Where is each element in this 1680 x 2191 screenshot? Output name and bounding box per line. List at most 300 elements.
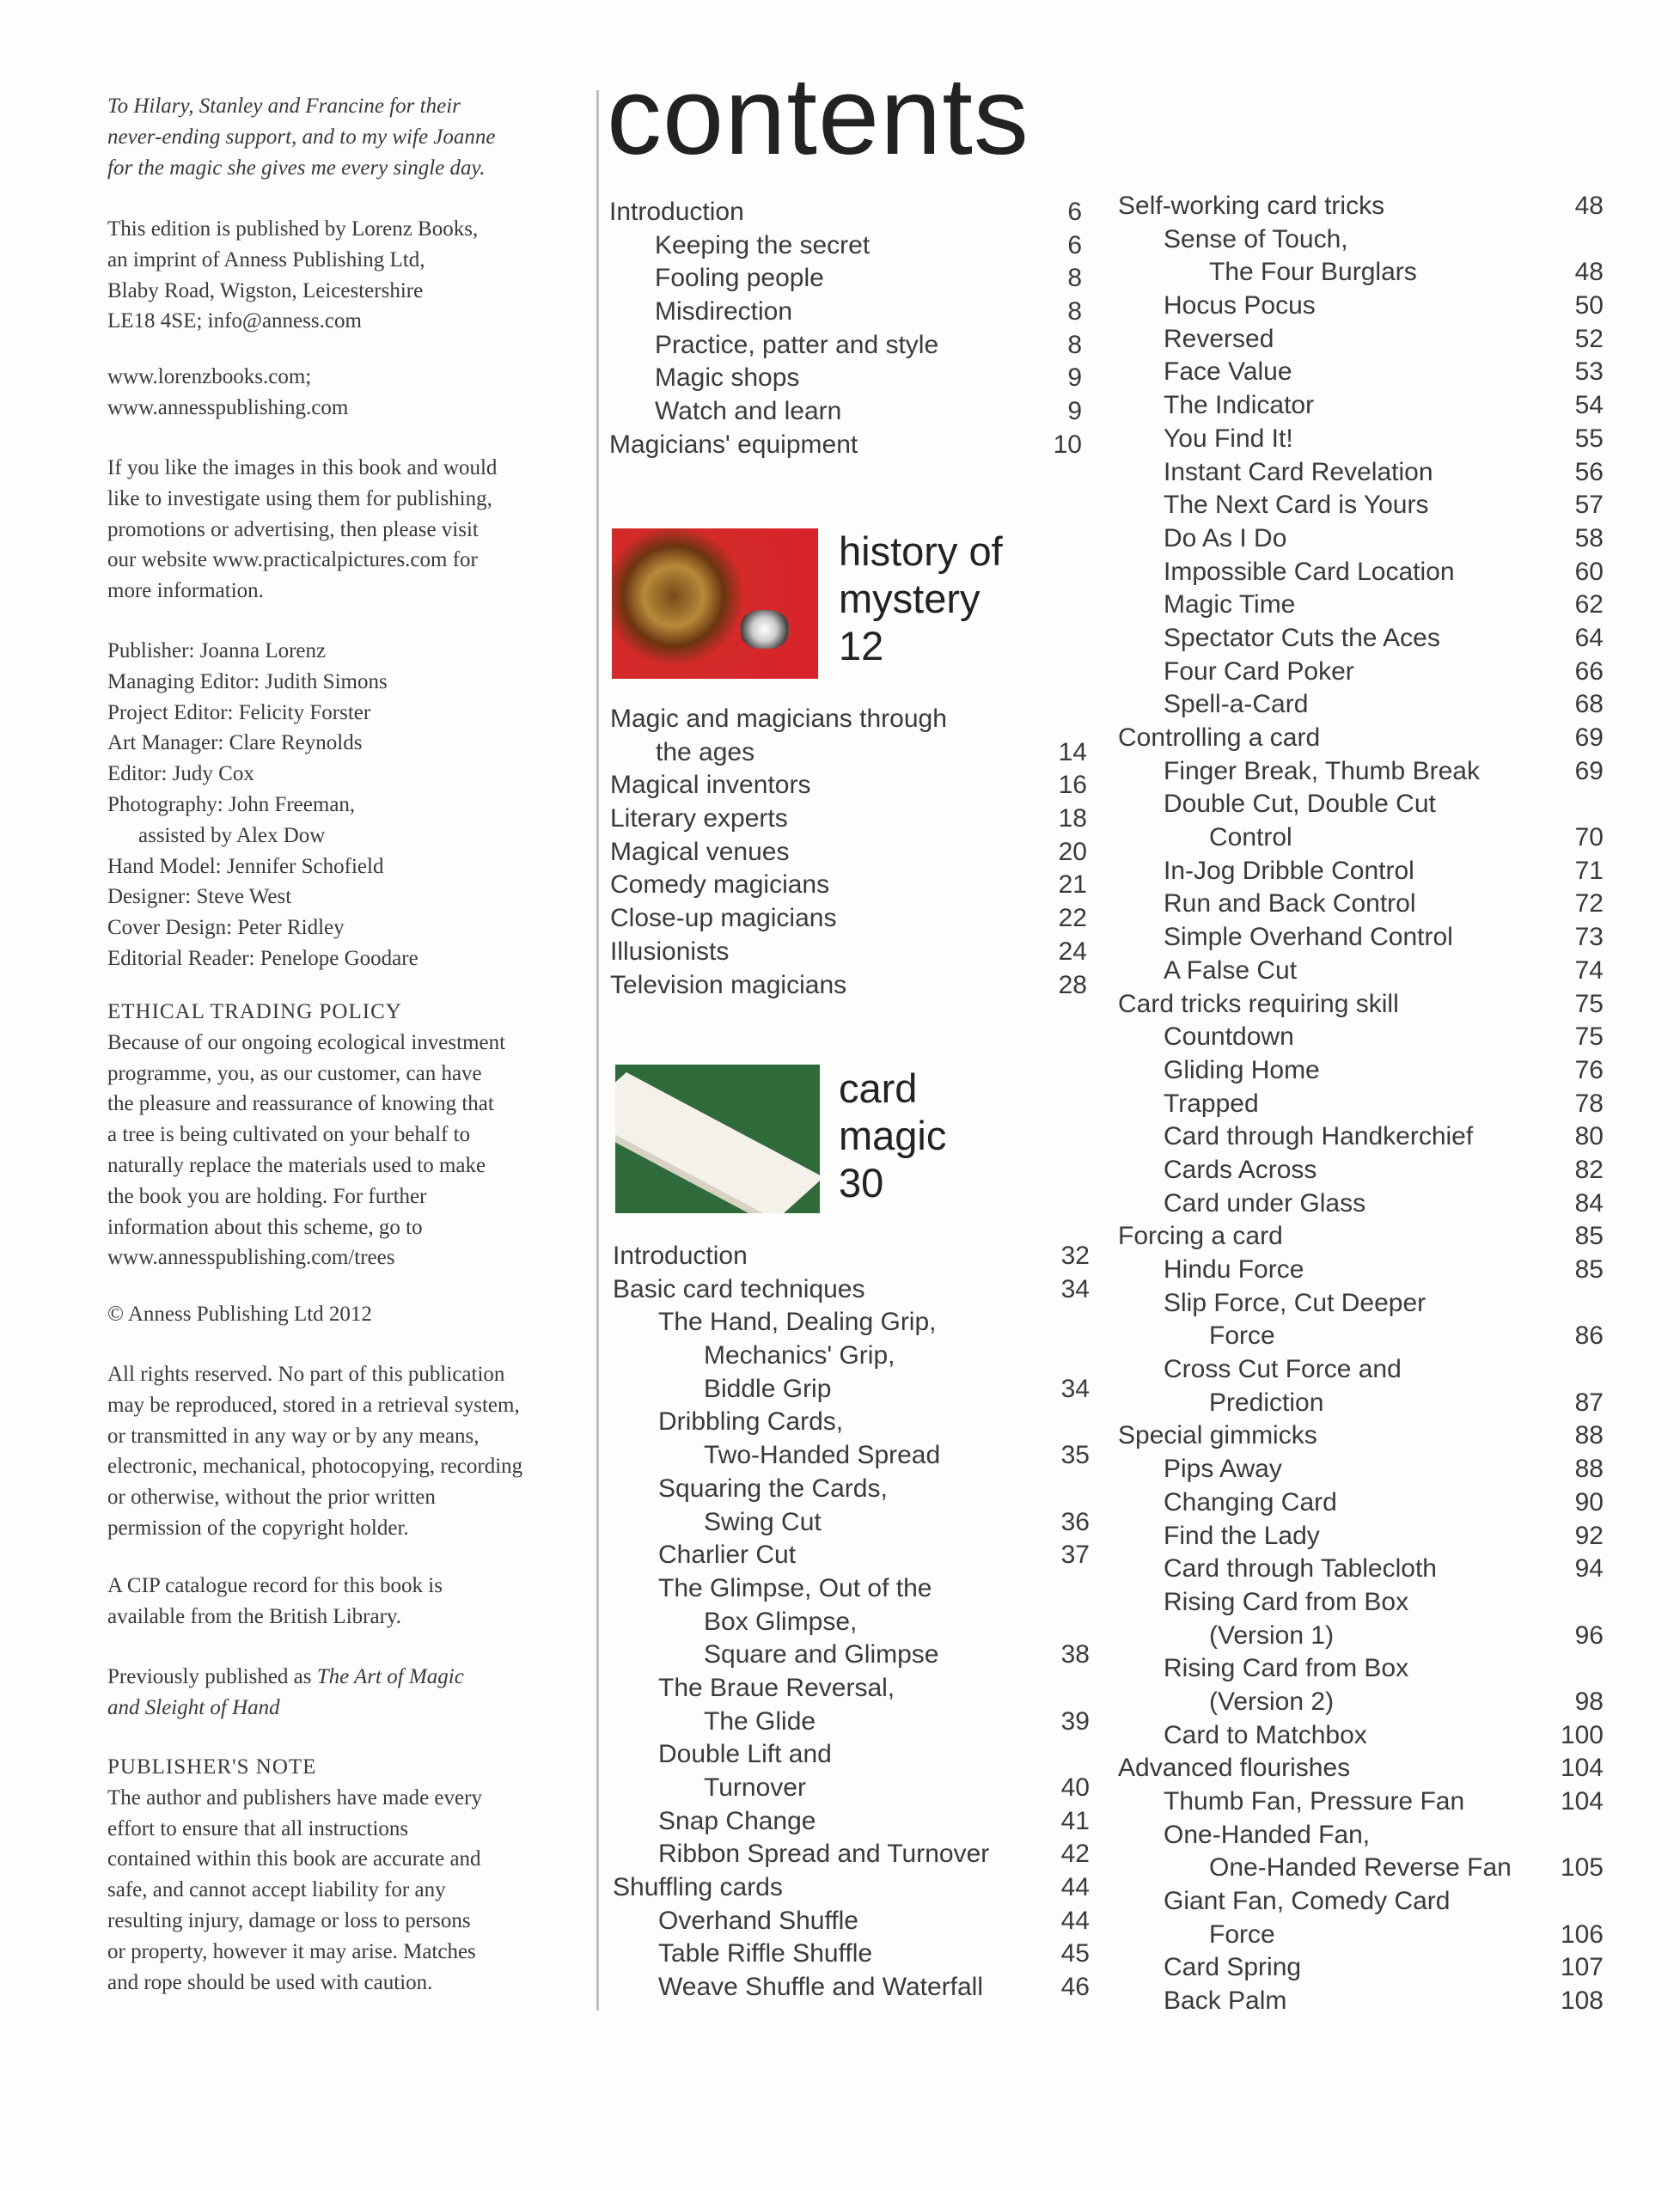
toc-page-number: 20 <box>1058 837 1087 866</box>
toc-entry-title: Magic shops <box>655 363 800 393</box>
toc-page-number: 16 <box>1058 771 1087 800</box>
toc-entry-title: Introduction <box>609 198 744 226</box>
section-heading-line: history of <box>839 528 1003 574</box>
toc-page-number: 107 <box>1560 1953 1604 1982</box>
toc-entry <box>610 969 1087 1003</box>
text-line: the pleasure and reassurance of knowing that <box>107 1092 494 1116</box>
text-line: assisted by Alex Dow <box>138 823 326 847</box>
toc-entry-title: A False Cut <box>1164 955 1298 985</box>
toc-history <box>610 703 1087 1002</box>
toc-entry-title: Pips Away <box>1164 1455 1282 1484</box>
toc-entry <box>613 1738 1090 1772</box>
toc-entry <box>609 329 1082 363</box>
toc-entry-title: The Glimpse, Out of the <box>658 1573 932 1602</box>
toc-card-magic <box>613 1240 1090 2005</box>
toc-entry-title: Card through Handkerchief <box>1164 1122 1474 1151</box>
toc-entry <box>613 1639 1090 1672</box>
toc-entry <box>610 869 1087 902</box>
text-line: Designer: Steve West <box>107 885 292 909</box>
toc-page-number: 21 <box>1058 870 1087 900</box>
text-line: PUBLISHER'S NOTE <box>107 1755 317 1779</box>
toc-entry-title: Turnover <box>704 1773 806 1802</box>
text-line: or otherwise, without the prior written <box>107 1486 436 1510</box>
toc-entry-title: Basic card techniques <box>613 1274 865 1303</box>
toc-entry <box>1118 955 1604 988</box>
toc-entry <box>609 296 1082 329</box>
toc-entry <box>1118 1785 1604 1819</box>
toc-entry-title: Table Riffle Shuffle <box>658 1939 873 1968</box>
toc-entry-title: Control <box>1209 823 1292 852</box>
toc-page-number: 98 <box>1574 1687 1604 1716</box>
cip-notice <box>107 1571 589 1633</box>
toc-page-number: 87 <box>1574 1388 1604 1417</box>
rights-notice <box>107 1359 589 1544</box>
toc-page-number: 38 <box>1060 1640 1090 1669</box>
toc-entry <box>1118 888 1604 921</box>
toc-entry <box>1118 1652 1604 1686</box>
toc-entry-title: Giant Fan, Comedy Card <box>1164 1887 1451 1916</box>
text-line: www.annesspublishing.com/trees <box>107 1246 395 1270</box>
toc-page-number: 56 <box>1574 457 1604 486</box>
toc-entry-title: (Version 2) <box>1209 1687 1335 1716</box>
toc-entry <box>1118 1951 1604 1985</box>
text-line: the book you are holding. For further <box>107 1184 427 1208</box>
toc-page-number: 42 <box>1060 1840 1090 1869</box>
toc-page-number: 68 <box>1574 690 1604 719</box>
toc-entry-title: (Version 1) <box>1209 1620 1335 1650</box>
toc-entry <box>613 1971 1090 2005</box>
toc-page-number: 46 <box>1060 1973 1090 2002</box>
toc-entry <box>613 1473 1090 1506</box>
toc-page-number: 69 <box>1574 756 1604 785</box>
toc-entry <box>1118 821 1604 855</box>
toc-entry-title: Weave Shuffle and Waterfall <box>658 1973 983 2002</box>
toc-entry <box>1118 356 1604 389</box>
toc-page-number: 54 <box>1574 391 1604 420</box>
text-line: programme, you, as our customer, can have <box>107 1061 482 1085</box>
toc-page-number: 73 <box>1574 923 1604 952</box>
toc-entry-title: Box Glimpse, <box>704 1607 858 1636</box>
toc-page-number: 75 <box>1574 1022 1604 1052</box>
toc-entry <box>1118 1919 1604 1952</box>
text-line: naturally replace the materials used to make <box>107 1153 486 1177</box>
previously-published <box>107 1662 589 1724</box>
toc-entry <box>609 196 1082 229</box>
toc-entry <box>609 395 1082 429</box>
card-magic-section-image <box>615 1065 820 1213</box>
toc-page-number: 104 <box>1560 1787 1604 1816</box>
toc-entry <box>1118 1620 1604 1653</box>
text-line: resulting injury, damage or loss to persons <box>107 1908 471 1932</box>
text-line: Project Editor: Felicity Forster <box>107 700 371 724</box>
toc-entry <box>1118 1719 1604 1753</box>
toc-entry-title: Two-Handed Spread <box>704 1441 941 1470</box>
toc-entry <box>1118 1553 1604 1586</box>
toc-entry-title: Prediction <box>1209 1388 1324 1417</box>
toc-entry <box>1118 190 1604 223</box>
section-heading-line: mystery <box>839 576 981 621</box>
publishers-note <box>107 1752 589 1998</box>
toc-entry <box>613 1273 1090 1307</box>
toc-page-number: 8 <box>1067 297 1082 327</box>
text-line: © Anness Publishing Ltd 2012 <box>107 1303 372 1326</box>
text-line: a tree is being cultivated on your behalf to <box>107 1123 471 1147</box>
toc-entry <box>1118 1254 1604 1287</box>
toc-entry-title: Squaring the Cards, <box>658 1474 888 1503</box>
toc-entry-title: Card Spring <box>1164 1953 1302 1982</box>
toc-page-number: 70 <box>1574 823 1604 852</box>
text-line: Editor: Judy Cox <box>107 762 254 786</box>
toc-page-number: 37 <box>1060 1541 1090 1570</box>
toc-page-number: 24 <box>1058 937 1087 966</box>
toc-entry-title: Shuffling cards <box>613 1873 783 1902</box>
toc-entry <box>1118 1486 1604 1520</box>
text-line: permission of the copyright holder. <box>107 1516 409 1540</box>
toc-entry-title: Thumb Fan, Pressure Fan <box>1164 1787 1465 1816</box>
text-line: for the magic she gives me every single day. <box>107 156 486 180</box>
text-line: Managing Editor: Judith Simons <box>107 669 388 693</box>
toc-entry <box>1118 456 1604 490</box>
text-line: www.lorenzbooks.com; <box>107 365 312 388</box>
toc-entry-title: Sense of Touch, <box>1164 224 1348 253</box>
toc-page-number: 92 <box>1574 1521 1604 1550</box>
toc-entry <box>1118 522 1604 556</box>
toc-entry <box>1118 622 1604 656</box>
toc-entry <box>613 1306 1090 1340</box>
toc-entry <box>613 1240 1090 1273</box>
text-line: All rights reserved. No part of this publication <box>107 1363 505 1386</box>
text-line: If you like the images in this book and would <box>107 456 498 479</box>
toc-entry <box>1118 323 1604 357</box>
history-section-image <box>612 528 818 679</box>
text-line: Because of our ongoing ecological investment <box>107 1030 506 1054</box>
page-title: contents <box>607 55 1029 178</box>
toc-entry <box>1118 256 1604 290</box>
toc-entry-title: Double Lift and <box>658 1740 832 1769</box>
toc-page-number: 72 <box>1574 889 1604 919</box>
toc-page-number: 90 <box>1574 1487 1604 1517</box>
toc-page-number: 75 <box>1574 989 1604 1018</box>
toc-page-number: 8 <box>1067 264 1082 293</box>
toc-page-number: 105 <box>1560 1853 1604 1883</box>
toc-entry-title: Dribbling Cards, <box>658 1407 844 1437</box>
toc-entry-title: The Hand, Dealing Grip, <box>658 1308 937 1337</box>
toc-page-number: 6 <box>1067 230 1082 259</box>
toc-page-number: 84 <box>1574 1188 1604 1218</box>
toc-entry <box>613 1340 1090 1373</box>
toc-entry <box>613 1506 1090 1540</box>
toc-page-number: 108 <box>1560 1987 1604 2016</box>
toc-entry-title: Keeping the secret <box>655 230 871 259</box>
toc-entry-title: The Braue Reversal, <box>658 1673 895 1702</box>
toc-page-number: 10 <box>1053 430 1082 459</box>
toc-entry-title: Biddle Grip <box>704 1374 832 1403</box>
toc-entry-title: Self-working card tricks <box>1118 192 1385 220</box>
toc-entry <box>1118 1154 1604 1187</box>
text-line: more information. <box>107 579 264 603</box>
credits <box>107 636 589 974</box>
toc-entry-title: Hindu Force <box>1164 1255 1304 1284</box>
toc-page-number: 71 <box>1574 856 1604 885</box>
toc-entry <box>613 1706 1090 1739</box>
toc-page-number: 52 <box>1574 324 1604 353</box>
toc-entry-title: Magic and magicians through <box>610 705 947 733</box>
toc-page-number: 88 <box>1574 1421 1604 1450</box>
toc-entry <box>1118 1985 1604 2018</box>
toc-entry <box>610 902 1087 936</box>
toc-page-number: 88 <box>1574 1455 1604 1484</box>
toc-entry-title: You Find It! <box>1164 424 1293 453</box>
toc-entry <box>613 1772 1090 1805</box>
toc-entry-title: Magical inventors <box>610 771 811 800</box>
toc-entry <box>1118 1287 1604 1321</box>
toc-entry <box>1118 389 1604 423</box>
toc-entry-title: The Next Card is Yours <box>1164 491 1429 520</box>
toc-entry-title: Face Value <box>1164 357 1292 387</box>
toc-page-number: 9 <box>1067 363 1082 393</box>
toc-entry <box>1118 1586 1604 1620</box>
text-line: The author and publishers have made every <box>107 1785 482 1810</box>
toc-entry-title: Spectator Cuts the Aces <box>1164 623 1440 652</box>
toc-entry-title: Card under Glass <box>1164 1188 1366 1218</box>
toc-page-number: 85 <box>1574 1255 1604 1284</box>
toc-entry-title: the ages <box>656 737 755 766</box>
text-line: Publisher: Joanna Lorenz <box>107 639 327 662</box>
toc-page-number: 28 <box>1058 970 1087 999</box>
toc-entry <box>1118 290 1604 323</box>
toc-page-number: 36 <box>1060 1507 1090 1536</box>
toc-page-number: 53 <box>1574 357 1604 387</box>
toc-entry-title: Watch and learn <box>655 397 842 426</box>
toc-page-number: 62 <box>1574 590 1604 619</box>
toc-entry <box>1118 656 1604 689</box>
text-line: www.annesspublishing.com <box>107 395 349 419</box>
toc-page-number: 66 <box>1574 656 1604 686</box>
ethical-trading-policy <box>107 997 589 1273</box>
toc-entry-title: The Indicator <box>1164 391 1315 420</box>
toc-entry <box>613 1672 1090 1706</box>
toc-page-number: 8 <box>1067 330 1082 359</box>
toc-entry <box>613 1539 1090 1572</box>
text-line: information about this scheme, go to <box>107 1215 423 1239</box>
toc-entry-title: Instant Card Revelation <box>1164 457 1433 486</box>
toc-entry-title: Misdirection <box>655 297 793 327</box>
text-line: Blaby Road, Wigston, Leicestershire <box>107 278 424 302</box>
toc-entry-title: Card through Tablecloth <box>1164 1554 1437 1584</box>
toc-entry-title: Countdown <box>1164 1022 1294 1052</box>
toc-entry <box>1118 688 1604 722</box>
toc-entry <box>613 1572 1090 1606</box>
book-title: The Art of Magic <box>316 1665 464 1688</box>
text-line: LE18 4SE; info@anness.com <box>107 309 362 333</box>
toc-page-number: 39 <box>1060 1706 1090 1736</box>
toc-page-number: 18 <box>1058 804 1087 833</box>
toc-entry-title: One-Handed Reverse Fan <box>1209 1853 1512 1883</box>
text-line: an imprint of Anness Publishing Ltd, <box>107 247 425 272</box>
text-line: and Sleight of Hand <box>107 1695 280 1719</box>
toc-right-column <box>1118 190 1604 2018</box>
toc-entry <box>1118 589 1604 622</box>
toc-entry-title: Changing Card <box>1164 1487 1337 1517</box>
toc-entry-title: Simple Overhand Control <box>1164 923 1453 952</box>
toc-entry-title: Square and Glimpse <box>704 1640 939 1669</box>
text-line: or property, however it may arise. Matches <box>107 1939 476 1963</box>
toc-entry-title: Find the Lady <box>1164 1521 1320 1550</box>
toc-intro <box>609 196 1082 462</box>
toc-entry-title: Card tricks requiring skill <box>1118 989 1399 1018</box>
text-line: contained within this book are accurate and <box>107 1847 481 1871</box>
toc-entry <box>1118 755 1604 789</box>
toc-page-number: 22 <box>1058 904 1087 933</box>
toc-page-number: 76 <box>1574 1055 1604 1084</box>
text-line: Art Manager: Clare Reynolds <box>107 731 363 755</box>
toc-entry-title: Charlier Cut <box>658 1541 797 1570</box>
column-divider <box>596 90 599 2011</box>
text-line: available from the British Library. <box>107 1604 402 1628</box>
toc-entry-title: Cards Across <box>1164 1155 1317 1184</box>
toc-entry-title: Cross Cut Force and <box>1164 1355 1402 1384</box>
toc-entry-title: In-Jog Dribble Control <box>1164 856 1414 885</box>
toc-page-number: 44 <box>1060 1873 1090 1902</box>
toc-entry <box>613 1439 1090 1473</box>
toc-page-number: 34 <box>1060 1374 1090 1403</box>
toc-entry <box>610 736 1087 770</box>
toc-entry <box>1118 1021 1604 1054</box>
toc-page-number: 64 <box>1574 623 1604 652</box>
toc-entry-title: Introduction <box>613 1242 748 1270</box>
toc-page-number: 57 <box>1574 491 1604 520</box>
toc-entry-title: Practice, patter and style <box>655 330 939 359</box>
text-line: Cover Design: Peter Ridley <box>107 916 345 940</box>
text-line: electronic, mechanical, photocopying, recording <box>107 1455 523 1479</box>
toc-entry <box>1118 1320 1604 1353</box>
toc-entry-title: One-Handed Fan, <box>1164 1820 1371 1849</box>
toc-entry <box>1118 423 1604 456</box>
toc-page-number: 74 <box>1574 955 1604 985</box>
toc-entry <box>610 769 1087 803</box>
toc-page-number: 35 <box>1060 1441 1090 1470</box>
toc-entry <box>613 1938 1090 1971</box>
history-section-heading <box>839 528 1003 669</box>
text-line: A CIP catalogue record for this book is <box>107 1574 443 1597</box>
toc-entry-title: Slip Force, Cut Deeper <box>1164 1288 1426 1317</box>
toc-entry <box>610 836 1087 870</box>
text-line: This edition is published by Lorenz Books, <box>107 217 479 241</box>
text-line: promotions or advertising, then please visit <box>107 517 479 541</box>
text-line: safe, and cannot accept liability for any <box>107 1878 446 1902</box>
toc-entry-title: Impossible Card Location <box>1164 557 1455 586</box>
toc-entry <box>613 1373 1090 1407</box>
toc-entry-title: Reversed <box>1164 324 1274 353</box>
toc-page-number: 96 <box>1574 1620 1604 1650</box>
toc-entry <box>1118 1220 1604 1254</box>
section-heading-line: magic <box>839 1113 947 1158</box>
toc-page-number: 55 <box>1574 424 1604 453</box>
toc-page-number: 14 <box>1058 737 1087 766</box>
toc-entry <box>613 1606 1090 1639</box>
toc-page-number: 60 <box>1574 557 1604 586</box>
websites <box>107 362 589 424</box>
toc-page-number: 82 <box>1574 1155 1604 1184</box>
toc-entry-title: Forcing a card <box>1118 1222 1283 1251</box>
toc-page-number: 100 <box>1560 1720 1604 1749</box>
toc-entry <box>1118 1054 1604 1088</box>
toc-entry <box>1118 1819 1604 1852</box>
toc-page-number: 6 <box>1067 198 1082 226</box>
toc-entry <box>613 1871 1090 1905</box>
toc-entry <box>1118 1419 1604 1453</box>
toc-entry-title: Close-up magicians <box>610 904 837 933</box>
toc-entry <box>1118 921 1604 955</box>
text-line: Previously published as The Art of Magic <box>107 1665 464 1688</box>
text-line: Editorial Reader: Penelope Goodare <box>107 946 418 970</box>
toc-entry-title: Literary experts <box>610 804 788 833</box>
toc-page-number: 85 <box>1574 1222 1604 1251</box>
toc-entry-title: Force <box>1209 1321 1275 1351</box>
toc-entry <box>609 429 1082 462</box>
text-line: our website www.practicalpictures.com for <box>107 548 478 572</box>
section-heading-page: 30 <box>839 1160 884 1205</box>
toc-page-number: 34 <box>1060 1274 1090 1303</box>
toc-entry-title: Comedy magicians <box>610 870 830 900</box>
toc-entry <box>1118 1852 1604 1885</box>
text-line: or transmitted in any way or by any means, <box>107 1424 480 1448</box>
text-line: may be reproduced, stored in a retrieval system, <box>107 1393 520 1417</box>
publisher-info <box>107 214 589 337</box>
toc-entry <box>610 803 1087 836</box>
toc-entry <box>1118 1387 1604 1420</box>
toc-entry-title: Overhand Shuffle <box>658 1906 858 1935</box>
toc-entry-title: Fooling people <box>655 264 824 293</box>
toc-entry-title: Force <box>1209 1919 1275 1949</box>
toc-entry <box>1118 1353 1604 1387</box>
toc-page-number: 41 <box>1060 1806 1090 1835</box>
toc-entry <box>1118 722 1604 755</box>
copyright <box>107 1299 589 1330</box>
toc-entry-title: Hocus Pocus <box>1164 291 1316 320</box>
toc-entry-title: Run and Back Control <box>1164 889 1416 919</box>
toc-entry-title: Snap Change <box>658 1806 816 1835</box>
toc-page-number: 9 <box>1067 397 1082 426</box>
toc-entry-title: Swing Cut <box>704 1507 822 1536</box>
toc-entry-title: Four Card Poker <box>1164 656 1354 686</box>
toc-entry <box>1118 223 1604 257</box>
toc-page-number: 45 <box>1060 1939 1090 1968</box>
toc-entry <box>1118 988 1604 1022</box>
toc-page-number: 32 <box>1060 1242 1090 1270</box>
toc-entry <box>1118 855 1604 888</box>
toc-page-number: 44 <box>1060 1906 1090 1935</box>
toc-entry-title: The Four Burglars <box>1209 258 1417 287</box>
toc-page-number: 50 <box>1574 291 1604 320</box>
toc-page-number: 69 <box>1574 723 1604 752</box>
text-line: effort to ensure that all instructions <box>107 1816 409 1840</box>
toc-entry-title: Advanced flourishes <box>1118 1754 1351 1783</box>
toc-page-number: 40 <box>1060 1773 1090 1802</box>
toc-entry-title: Card to Matchbox <box>1164 1720 1367 1749</box>
toc-entry-title: Magical venues <box>610 837 790 866</box>
toc-page-number: 78 <box>1574 1089 1604 1118</box>
toc-entry-title: Double Cut, Double Cut <box>1164 790 1436 819</box>
text-line: Photography: John Freeman, <box>107 792 356 816</box>
toc-entry-title: Finger Break, Thumb Break <box>1164 756 1480 785</box>
text-line: and rope should be used with caution. <box>107 1970 433 1994</box>
toc-page-number: 80 <box>1574 1122 1604 1151</box>
toc-entry-title: Controlling a card <box>1118 723 1321 752</box>
toc-page-number: 48 <box>1574 258 1604 287</box>
toc-page-number: 94 <box>1574 1554 1604 1584</box>
toc-page-number: 48 <box>1574 192 1604 220</box>
